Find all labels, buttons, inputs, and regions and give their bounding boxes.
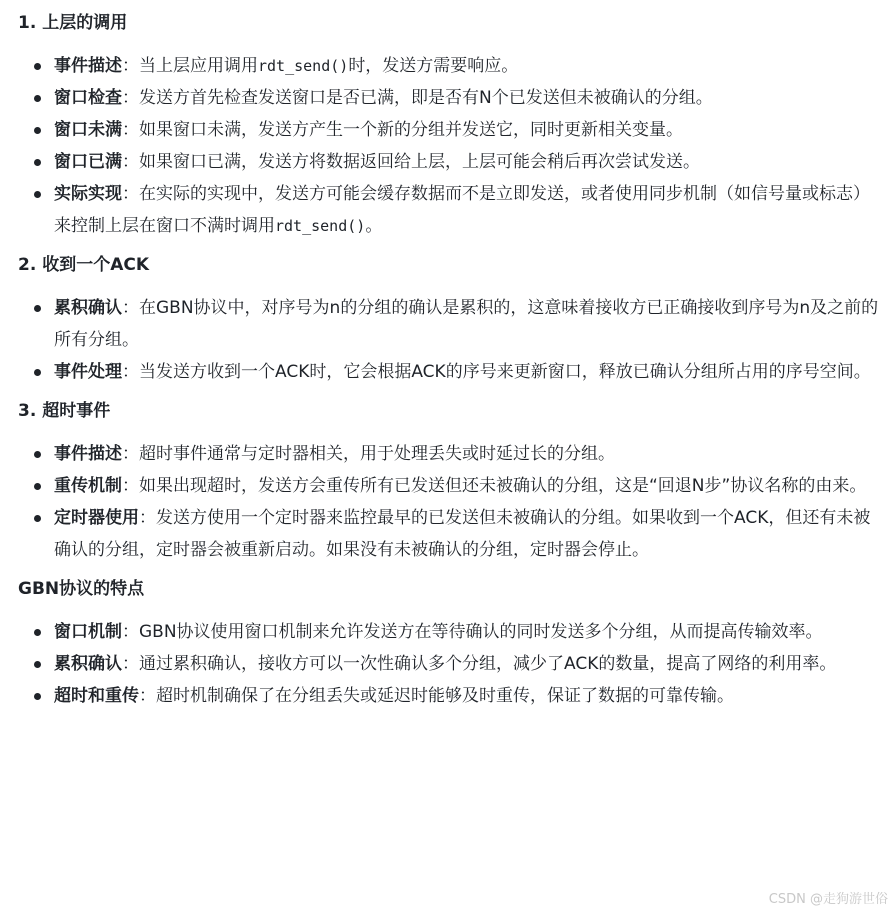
item-term: 定时器使用: [54, 508, 139, 528]
item-separator: ：: [122, 362, 139, 382]
list-item: [18, 82, 882, 114]
item-text: 通过累积确认，接收方可以一次性确认多个分组，减少了ACK的数量，提高了网络的利用率。: [139, 654, 837, 674]
section-title: 1. 上层的调用: [18, 13, 128, 33]
item-separator: ：: [122, 654, 139, 674]
list-item: [18, 648, 882, 680]
list-item: [18, 438, 882, 470]
bullet-dot-icon: [34, 95, 41, 102]
item-separator: ：: [139, 508, 156, 528]
item-term: 窗口机制: [54, 622, 122, 642]
bullet-list: [18, 292, 882, 388]
item-separator: ：: [122, 56, 139, 76]
bullet-dot-icon: [34, 191, 41, 198]
item-text: 在实际的实现中，发送方可能会缓存数据而不是立即发送，或者使用同步机制（如信号量或标志）来控制上层在窗口不满时调用: [54, 184, 870, 236]
item-text: 如果窗口未满，发送方产生一个新的分组并发送它，同时更新相关变量。: [139, 120, 683, 140]
item-separator: ：: [122, 622, 139, 642]
section-gbn-features: [18, 578, 882, 712]
item-text: 发送方使用一个定时器来监控最早的已发送但未被确认的分组。如果收到一个ACK，但还有未被确认的分组，定时器会被重新启动。如果没有未被确认的分组，定时器会停止。: [54, 508, 871, 560]
item-text: 当发送方收到一个ACK时，它会根据ACK的序号来更新窗口，释放已确认分组所占用的序号空间。: [139, 362, 871, 382]
item-term: 超时和重传: [54, 686, 139, 706]
section-receive-ack: [18, 254, 882, 388]
item-separator: ：: [122, 476, 139, 496]
bullet-dot-icon: [34, 629, 41, 636]
item-text: 当上层应用调用: [139, 56, 258, 76]
section-timeout-event: [18, 400, 882, 566]
bullet-dot-icon: [34, 63, 41, 70]
list-item: [18, 146, 882, 178]
bullet-list: [18, 616, 882, 712]
item-term: 累积确认: [54, 298, 122, 318]
item-text: 在GBN协议中，对序号为n的分组的确认是累积的，这意味着接收方已正确接收到序号为n及之前的所有分组。: [54, 298, 879, 350]
item-term: 窗口检查: [54, 88, 122, 108]
bullet-dot-icon: [34, 369, 41, 376]
section-title: 2. 收到一个ACK: [18, 255, 150, 275]
item-separator: ：: [122, 298, 139, 318]
list-item: [18, 502, 882, 566]
item-separator: ：: [122, 184, 139, 204]
bullet-dot-icon: [34, 661, 41, 668]
item-text: 如果出现超时，发送方会重传所有已发送但还未被确认的分组，这是“回退N步”协议名称的由来。: [139, 476, 867, 496]
item-text: 发送方首先检查发送窗口是否已满，即是否有N个已发送但未被确认的分组。: [139, 88, 713, 108]
item-separator: ：: [122, 444, 139, 464]
list-item: [18, 178, 882, 242]
list-item: [18, 680, 882, 712]
item-text: 时，发送方需要响应。: [348, 56, 519, 76]
bullet-dot-icon: [34, 451, 41, 458]
list-item: [18, 470, 882, 502]
list-item: [18, 292, 882, 356]
inline-code: rdt_send(): [258, 57, 349, 75]
list-item: [18, 50, 882, 82]
bullet-list: [18, 438, 882, 566]
item-text: 超时机制确保了在分组丢失或延迟时能够及时重传，保证了数据的可靠传输。: [156, 686, 734, 706]
item-term: 重传机制: [54, 476, 122, 496]
section-title: 3. 超时事件: [18, 401, 111, 421]
item-term: 累积确认: [54, 654, 122, 674]
item-term: 事件描述: [54, 444, 122, 464]
bullet-dot-icon: [34, 305, 41, 312]
inline-code: rdt_send(): [275, 217, 366, 235]
item-term: 事件处理: [54, 362, 122, 382]
bullet-list: [18, 50, 882, 242]
item-separator: ：: [122, 88, 139, 108]
item-term: 窗口未满: [54, 120, 122, 140]
list-item: [18, 356, 882, 388]
item-text: GBN协议使用窗口机制来允许发送方在等待确认的同时发送多个分组，从而提高传输效率。: [139, 622, 823, 642]
bullet-dot-icon: [34, 483, 41, 490]
bullet-dot-icon: [34, 515, 41, 522]
item-text: 如果窗口已满，发送方将数据返回给上层，上层可能会稍后再次尝试发送。: [139, 152, 700, 172]
item-text: 。: [365, 216, 383, 236]
item-term: 实际实现: [54, 184, 122, 204]
item-term: 窗口已满: [54, 152, 122, 172]
item-separator: ：: [139, 686, 156, 706]
watermark: CSDN @走狗游世俗: [768, 892, 888, 907]
bullet-dot-icon: [34, 127, 41, 134]
item-separator: ：: [122, 152, 139, 172]
list-item: [18, 616, 882, 648]
section-upper-layer-call: [18, 12, 882, 242]
section-title: GBN协议的特点: [18, 579, 145, 599]
item-separator: ：: [122, 120, 139, 140]
bullet-dot-icon: [34, 693, 41, 700]
item-text: 超时事件通常与定时器相关，用于处理丢失或时延过长的分组。: [139, 444, 615, 464]
bullet-dot-icon: [34, 159, 41, 166]
item-term: 事件描述: [54, 56, 122, 76]
list-item: [18, 114, 882, 146]
